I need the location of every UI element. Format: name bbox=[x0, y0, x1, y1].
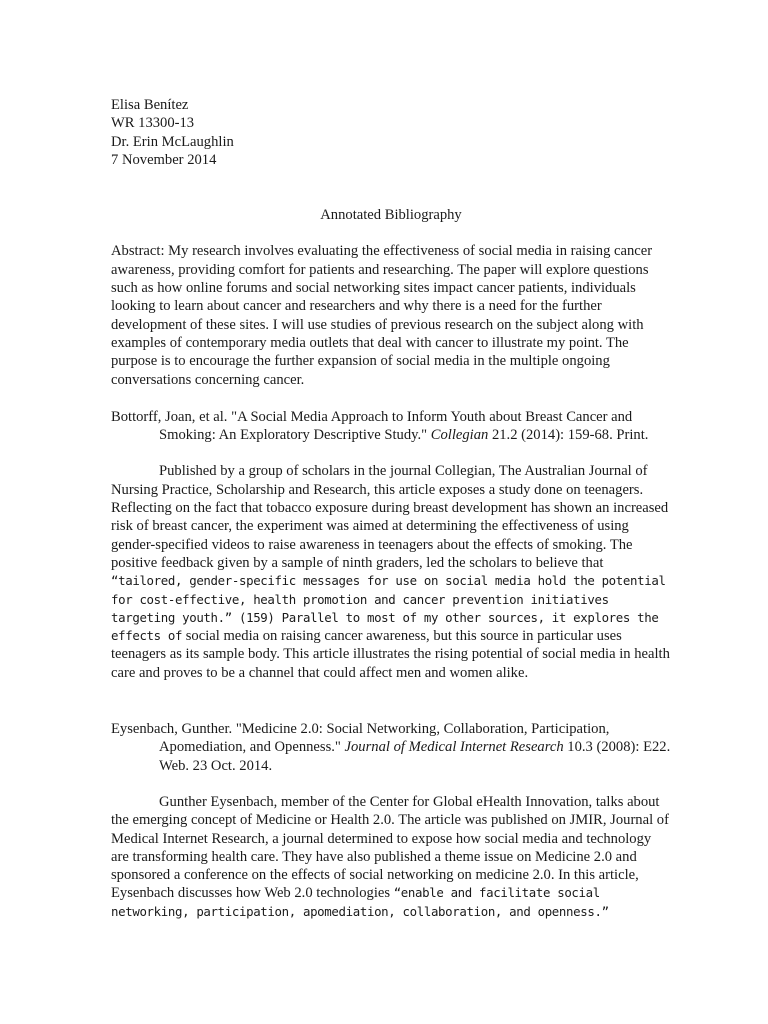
citation bbox=[111, 720, 671, 775]
document-title: Annotated Bibliography bbox=[320, 207, 462, 224]
annotation-text: Published by a group of scholars in the journal Collegian, The Australian Journal of Nursing Practice, Scholarship and Research, this article exposes a study done on teenagers. Reflecting on the fact that tobacco exposure during breast development has shown an increased risk of breast cancer, the experiment was aimed at determining the effectiveness of using gender-specified videos to raise awareness in teenagers about the effects of smoking. The positive feedback given by a sample of ninth graders, led the scholars to believe that bbox=[111, 463, 669, 571]
course-number: WR 13300-13 bbox=[111, 115, 195, 132]
annotation-quote: “tailored, gender-specific messages for use on social media hold the potential for cost-effective, health promotion and cancer prevention initiatives targeting youth.” (159) Parallel to most of my other sources, it explores the effects of bbox=[111, 573, 666, 644]
citation-text: Bottorff, Joan, et al. "A Social Media Approach to Inform Youth about Breast Cancer and Smoking: An Exploratory Descriptive Study." bbox=[111, 408, 633, 444]
document-page bbox=[111, 96, 671, 921]
bibliography-entry bbox=[111, 720, 671, 921]
author-name: Elisa Benítez bbox=[111, 97, 189, 113]
annotation-quote: “enable and facilitate social networking, participation, apomediation, collaboration, and openness.” bbox=[111, 885, 609, 919]
paper-date: 7 November 2014 bbox=[111, 151, 217, 168]
annotation-text-end: social media on raising cancer awareness, but this source in particular uses teenagers as its sample body. This article illustrates the rising potential of social media in health care and proves to be a channel that could affect men and women alike. bbox=[111, 628, 670, 681]
paper-header bbox=[111, 96, 671, 169]
journal-title: Collegian bbox=[430, 427, 489, 444]
bibliography-entry bbox=[111, 408, 671, 682]
annotation-text: Gunther Eysenbach, member of the Center for Global eHealth Innovation, talks about the emerging concept of Medicine or Health 2.0. The article was published on JMIR, Journal of Medical Internet Research, a journal determined to expose how social media and technology are transforming health care. They have also published a theme issue on Medicine 2.0 and sponsored a conference on the effects of social networking on medicine 2.0. In this article, Eysenbach discusses how Web 2.0 technologies bbox=[111, 793, 669, 902]
instructor-name: Dr. Erin McLaughlin bbox=[111, 133, 234, 150]
annotation-paragraph bbox=[111, 793, 671, 921]
journal-title: Journal of Medical Internet Research bbox=[344, 739, 564, 756]
citation bbox=[111, 408, 671, 445]
citation-text: Eysenbach, Gunther. "Medicine 2.0: Social Networking, Collaboration, Participation, Apomediation, and Openness." bbox=[111, 721, 610, 756]
abstract-paragraph: Abstract: My research involves evaluating the effectiveness of social media in raising cancer awareness, providing comfort for patients and researching. The paper will explore questions such as how online forums and social networking sites impact cancer patients, individuals looking to learn about cancer and researchers and why there is a need for the further development of these sites. I will use studies of previous research on the subject along with examples of contemporary media outlets that deal with cancer to illustrate my point. The purpose is to encourage the further expansion of social media in the multiple ongoing conversations concerning cancer. bbox=[111, 243, 653, 388]
citation-details: 10.3 (2008): E22. Web. 23 Oct. 2014. bbox=[159, 739, 671, 774]
annotation-paragraph bbox=[111, 462, 671, 682]
citation-details: 21.2 (2014): 159-68. Print. bbox=[488, 427, 649, 444]
